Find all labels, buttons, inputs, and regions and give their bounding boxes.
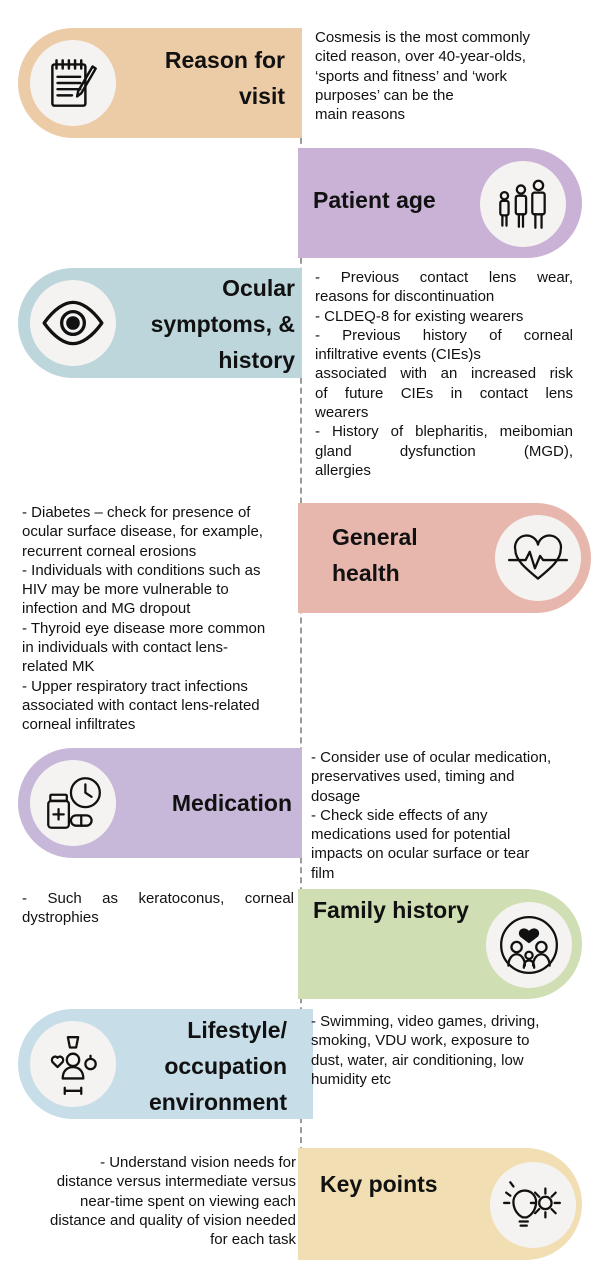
text-line: - Diabetes – check for presence of [22,504,251,521]
text-line: in individuals with contact lens- [22,639,228,657]
text-line: - CLDEQ-8 for existing wearers [315,307,524,325]
text-line: recurrent corneal erosions [22,542,197,560]
text-line: distance versus intermediate versus [56,1173,296,1191]
text-line: corneal infiltrates [22,716,136,734]
text-line: associated with contact lens-related [22,696,260,714]
text-line: dystrophies [22,909,99,927]
text-line: - Thyroid eye disease more common [22,619,266,637]
text-line: main reasons [315,106,406,124]
ocular-title-line: history [218,347,295,373]
text-line: - Check side effects of any [311,806,488,824]
text-line: reasons for discontinuation [315,288,495,306]
medication-title [120,785,292,821]
text-line: ‘sports and fitness’ and ‘work [315,67,508,85]
family-heart-icon [486,902,572,988]
text-line: medications used for potential [311,826,511,844]
reason-title [120,42,285,114]
reason-text [315,28,583,124]
text-line: purposes’ can be the [315,86,454,104]
text-line: dosage [311,787,361,805]
reason-title-line: Reason for [164,47,285,73]
text-line: - Swimming, video games, driving, [311,1013,540,1030]
notepad-pencil-icon [30,40,116,126]
text-line: associated with an increased risk [315,365,573,383]
eye-icon [30,280,116,366]
general-title [332,519,482,591]
ocular-title-line: symptoms, & [150,311,295,337]
text-line: of future CIEs in contact lens [315,384,573,402]
text-line: near-time spent on viewing each [80,1192,296,1210]
age-title-line: Patient age [313,187,436,213]
ocular-text [315,268,573,480]
text-line: distance and quality of vision needed [49,1211,296,1229]
lightbulb-gear-icon [490,1162,576,1248]
text-line: for each task [210,1231,296,1249]
text-line: gland dysfunction (MGD), [315,442,573,460]
age-title [313,182,483,218]
text-line: Cosmesis is the most commonly [315,29,531,46]
general-text [22,503,297,735]
family-title-line: Family history [313,897,469,923]
text-line: wearers [315,404,369,422]
family-title [313,892,503,928]
medication-clock-icon [30,760,116,846]
text-line: - Consider use of ocular medication, [311,749,552,766]
text-line: dust, water, air conditioning, low [311,1051,524,1069]
text-line: - History of blepharitis, meibomian [315,423,573,441]
text-line: allergies [315,461,371,479]
text-line: related MK [22,658,95,676]
text-line: infiltrative events (CIEs)s [315,346,481,364]
text-line: - Previous contact lens wear, [315,269,573,286]
text-line: - Individuals with conditions such as [22,561,261,579]
ocular-title [120,270,295,378]
family-figures-icon [480,161,566,247]
lifestyle-title-line: Lifestyle/ [187,1017,287,1043]
medication-text [311,748,586,883]
lifestyle-person-icon [30,1021,116,1107]
lifestyle-title-line: occupation [164,1053,287,1079]
key-title [320,1166,480,1202]
text-line: film [311,864,335,882]
text-line: preservatives used, timing and [311,768,515,786]
lifestyle-title [120,1012,287,1120]
family-text [22,889,294,928]
lifestyle-title-line: environment [148,1089,287,1115]
ocular-title-line: Ocular [222,275,295,301]
text-line: HIV may be more vulnerable to [22,581,229,599]
general-title-line: health [332,560,400,586]
text-line: impacts on ocular surface or tear [311,845,530,863]
heart-pulse-icon [495,515,581,601]
text-line: - Previous history of corneal [315,326,573,344]
text-line: infection and MG dropout [22,600,191,618]
text-line: - Understand vision needs for [100,1154,296,1171]
text-line: ocular surface disease, for example, [22,523,263,541]
text-line: smoking, VDU work, exposure to [311,1032,530,1050]
medication-title-line: Medication [171,790,292,816]
text-line: - Such as keratoconus, corneal [22,890,294,907]
lifestyle-text [311,1012,586,1089]
text-line: humidity etc [311,1070,392,1088]
reason-title-line: visit [238,83,285,109]
key-title-line: Key points [320,1171,438,1197]
key-text [18,1153,296,1249]
text-line: cited reason, over 40-year-olds, [315,48,526,66]
text-line: - Upper respiratory tract infections [22,677,248,695]
general-title-line: General [332,524,418,550]
